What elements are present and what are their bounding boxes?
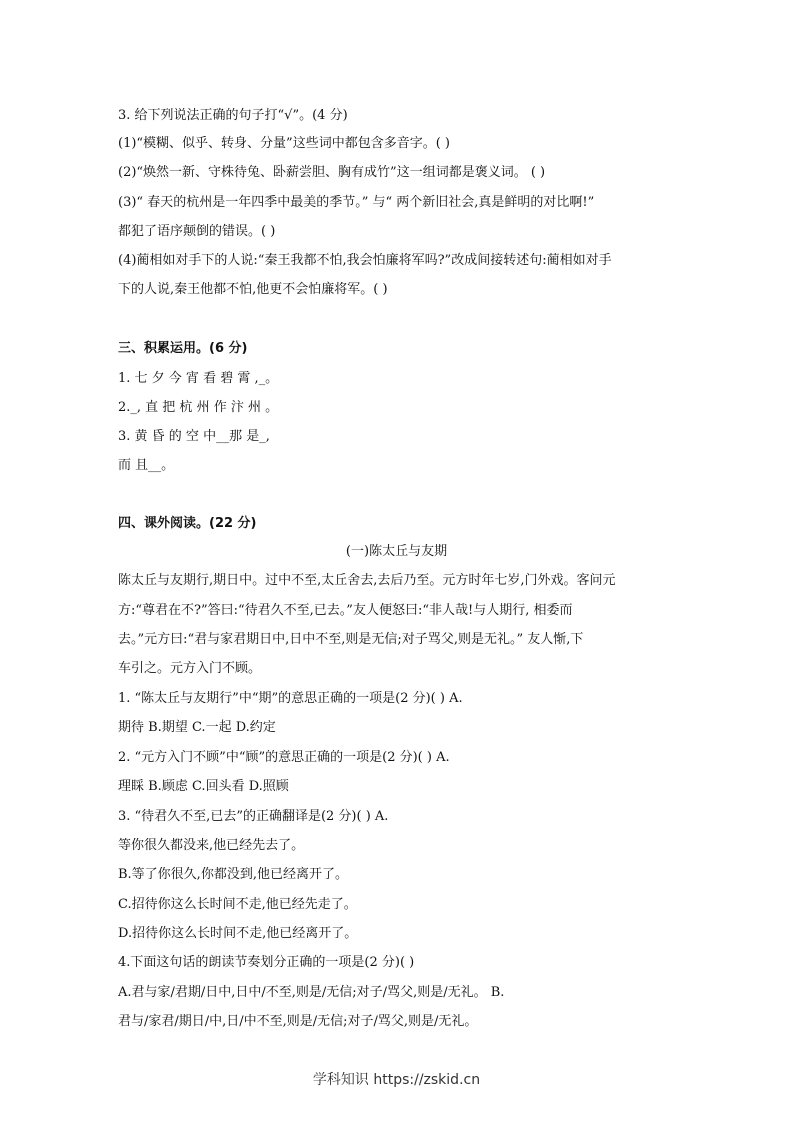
reading-question-3-line-1: 3. “待君久不至,已去”的正确翻译是(2 分)( ) A.: [118, 809, 389, 824]
question-3-item-3-line-1: (3)“ 春天的杭州是一年四季中最美的季节。” 与“ 两个新旧社会,真是鲜明的对比啊!”: [118, 195, 595, 210]
passage-line: 车引之。元方入门不顾。: [118, 661, 262, 676]
passage-line: 陈太丘与友期行,期日中。过中不至,太丘舍去,去后乃至。元方时年七岁,门外戏。客问元: [118, 573, 616, 588]
reading-question-2-line-1: 2. “元方入门不顾”中“顾”的意思正确的一项是(2 分)( ) A.: [118, 750, 450, 765]
reading-question-4-option-a: A.君与家/君期/日中,日中/不至,则是/无信;对子/骂父,则是/无礼。 B.: [118, 985, 505, 1000]
reading-question-2-line-2: 理睬 B.顾虑 C.回头看 D.照顾: [118, 779, 289, 794]
passage-line: 方:“尊君在不?”答曰:“待君久不至,已去。”友人便怒曰:“非人哉!与人期行, 相委而: [118, 603, 573, 618]
question-3-item-2: (2)“焕然一新、守株待兔、卧薪尝胆、胸有成竹”这一组词都是褒义词。 ( ): [118, 165, 546, 180]
reading-question-3-option-a: 等你很久都没来,他已经先去了。: [118, 838, 305, 853]
section-3-line-3: 3. 黄 昏 的 空 中__那 是_,: [118, 429, 270, 444]
question-3-title: 3. 给下列说法正确的句子打“√”。(4 分): [118, 108, 348, 123]
passage-title: (一)陈太丘与友期: [345, 544, 448, 559]
section-3-line-2: 2._, 直 把 杭 州 作 汴 州 。: [118, 400, 279, 415]
section-3-heading: 三、积累运用。(6 分): [118, 341, 248, 356]
section-4-heading: 四、课外阅读。(22 分): [118, 516, 257, 531]
reading-question-1-line-2: 期待 B.期望 C.一起 D.约定: [118, 720, 276, 735]
reading-question-4-option-b: 君与/家君/期日/中,日/中不至,则是/无信;对子/骂父,则是/无礼。: [118, 1014, 478, 1029]
reading-question-3-option-c: C.招待你这么长时间不走,他已经先走了。: [118, 897, 357, 912]
footer-watermark: 学科知识 https://zskid.cn: [312, 1072, 481, 1088]
question-3-item-4-line-2: 下的人说,秦王他都不怕,他更不会怕廉将军。( ): [118, 282, 388, 297]
reading-question-4-line-1: 4.下面这句话的朗读节奏划分正确的一项是(2 分)( ): [118, 955, 415, 970]
question-3-item-4-line-1: (4)蔺相如对手下的人说:“秦王我都不怕,我会怕廉将军吗?”改成间接转述句:蔺相如对手: [118, 253, 612, 268]
section-3-line-4: 而 且__。: [118, 458, 175, 473]
passage-line: 去。”元方曰:“君与家君期日中,日中不至,则是无信;对子骂父,则是无礼。” 友人惭,下: [118, 632, 584, 647]
reading-question-3-option-b: B.等了你很久,你都没到,他已经离开了。: [118, 867, 348, 882]
question-3-item-1: (1)“模糊、似乎、转身、分量”这些词中都包含多音字。( ): [118, 136, 450, 151]
reading-question-3-option-d: D.招待你这么长时间不走,他已经离开了。: [118, 926, 358, 941]
reading-question-1-line-1: 1. “陈太丘与友期行”中“期”的意思正确的一项是(2 分)( ) A.: [118, 691, 463, 706]
question-3-item-3-line-2: 都犯了语序颠倒的错误。( ): [118, 224, 276, 239]
section-3-line-1: 1. 七 夕 今 宵 看 碧 霄 ,_。: [118, 371, 279, 386]
